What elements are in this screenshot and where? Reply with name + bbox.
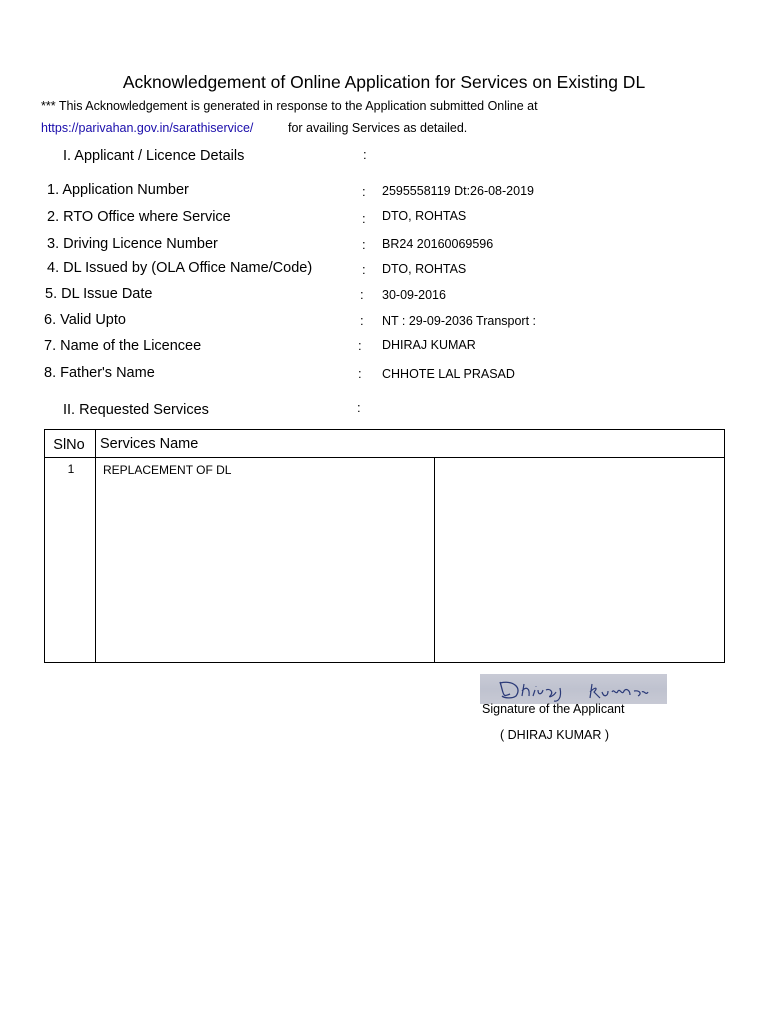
- signature-handwriting: [480, 674, 667, 704]
- detail-value: 2595558119 Dt:26-08-2019: [382, 184, 534, 198]
- detail-colon: :: [362, 211, 366, 226]
- detail-label: 2. RTO Office where Service: [47, 209, 231, 225]
- detail-value: NT : 29-09-2036 Transport :: [382, 314, 537, 328]
- table-header-slno: SlNo: [53, 437, 85, 453]
- detail-colon: :: [362, 262, 366, 277]
- detail-value: 30-09-2016: [382, 288, 446, 302]
- detail-colon: :: [360, 287, 364, 302]
- table-column-divider: [434, 457, 435, 662]
- section-colon: :: [357, 400, 361, 415]
- section-applicant-details-heading: I. Applicant / Licence Details: [63, 148, 245, 164]
- table-cell-service-name: REPLACEMENT OF DL: [103, 463, 232, 477]
- applicant-name: ( DHIRAJ KUMAR ): [500, 728, 610, 742]
- section-requested-services-heading: II. Requested Services: [63, 402, 209, 418]
- detail-value: DTO, ROHTAS: [382, 262, 467, 276]
- detail-label: 7. Name of the Licencee: [44, 338, 202, 354]
- detail-label: 1. Application Number: [47, 182, 189, 198]
- sarathi-service-link[interactable]: https://parivahan.gov.in/sarathiservice/: [41, 121, 254, 135]
- detail-value: DTO, ROHTAS: [382, 209, 467, 223]
- detail-colon: :: [362, 237, 366, 252]
- applicant-signature-image: [480, 674, 667, 704]
- table-cell-slno: 1: [67, 462, 75, 476]
- detail-value: CHHOTE LAL PRASAD: [382, 367, 515, 381]
- detail-value: BR24 20160069596: [382, 237, 494, 251]
- signature-caption: Signature of the Applicant: [482, 702, 625, 716]
- section-colon: :: [363, 147, 367, 162]
- table-header-service-name: Services Name: [100, 436, 199, 452]
- detail-colon: :: [362, 184, 366, 199]
- detail-label: 3. Driving Licence Number: [47, 236, 218, 252]
- detail-colon: :: [360, 313, 364, 328]
- services-table: [44, 429, 725, 663]
- detail-label: 5. DL Issue Date: [45, 286, 153, 302]
- detail-colon: :: [358, 338, 362, 353]
- page-title: Acknowledgement of Online Application for Services on Existing DL: [122, 72, 646, 92]
- detail-value: DHIRAJ KUMAR: [382, 338, 476, 352]
- ack-note-line2: for availing Services as detailed.: [288, 121, 468, 135]
- detail-colon: :: [358, 366, 362, 381]
- detail-label: 6. Valid Upto: [44, 312, 126, 328]
- ack-note-line1: *** This Acknowledgement is generated in response to the Application submitted Online at: [41, 99, 538, 113]
- detail-label: 4. DL Issued by (OLA Office Name/Code): [47, 260, 313, 276]
- table-header-divider: [45, 457, 724, 458]
- detail-label: 8. Father's Name: [44, 365, 155, 381]
